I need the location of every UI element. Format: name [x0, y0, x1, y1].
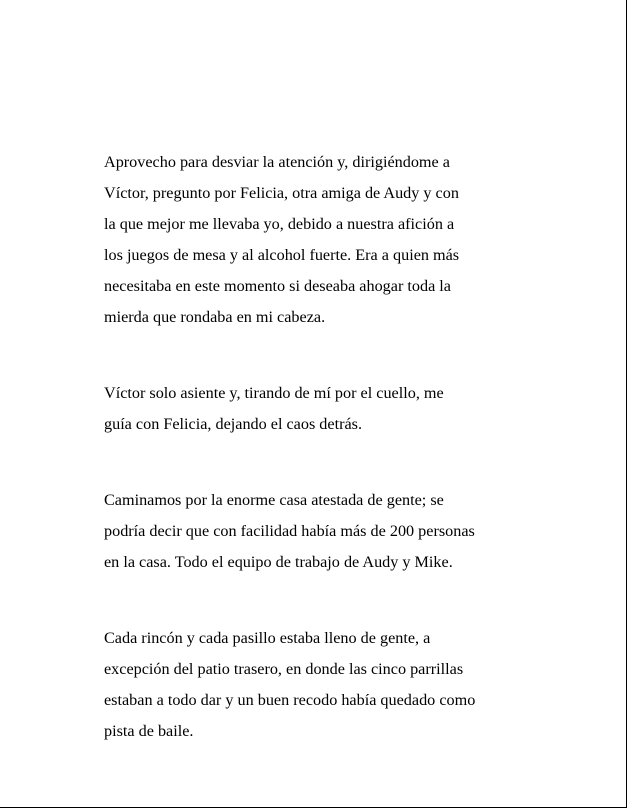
paragraph-line: estaban a todo dar y un buen recodo había quedado como — [104, 691, 476, 709]
paragraph-1 — [104, 147, 554, 333]
paragraph-line: los juegos de mesa y al alcohol fuerte. Era a quien más — [104, 246, 460, 264]
paragraph-line: pista de baile. — [104, 722, 194, 740]
paragraph-line: Cada rincón y cada pasillo estaba lleno de gente, a — [104, 629, 431, 647]
paragraph-line: la que mejor me llevaba yo, debido a nuestra afición a — [104, 215, 455, 233]
paragraph-line: Víctor solo asiente y, tirando de mí por el cuello, me — [104, 384, 444, 402]
paragraph-line: podría decir que con facilidad había más de 200 personas — [104, 522, 475, 540]
paragraph-line: guía con Felicia, dejando el caos detrás. — [104, 415, 363, 433]
paragraph-3 — [104, 485, 554, 578]
paragraph-2 — [104, 378, 554, 440]
paragraph-line: Caminamos por la enorme casa atestada de gente; se — [104, 491, 444, 509]
paragraph-4 — [104, 623, 554, 747]
paragraph-line: mierda que rondaba en mi cabeza. — [104, 308, 326, 326]
paragraph-line: excepción del patio trasero, en donde las cinco parrillas — [104, 660, 464, 678]
paragraph-line: Víctor, pregunto por Felicia, otra amiga de Audy y con — [104, 184, 459, 202]
paragraph-line: en la casa. Todo el equipo de trabajo de Audy y Mike. — [104, 553, 453, 571]
paragraph-line: necesitaba en este momento si deseaba ahogar toda la — [104, 277, 451, 295]
paragraph-line: Aprovecho para desviar la atención y, dirigiéndome a — [104, 153, 450, 171]
